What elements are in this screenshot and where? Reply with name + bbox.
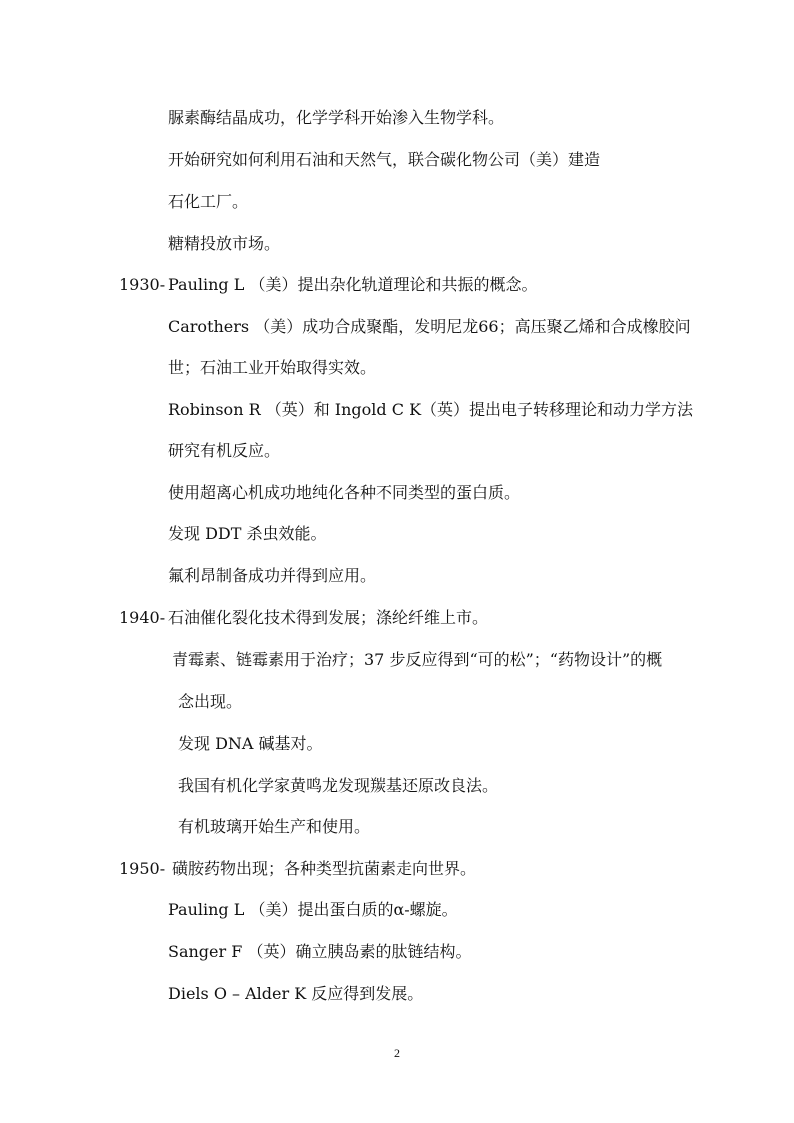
timeline-text-line: 青霉素、链霉素用于治疗；37 步反应得到“可的松”；“药物设计”的概: [172, 650, 663, 669]
timeline-text-line: 使用超离心机成功地纯化各种不同类型的蛋白质。: [168, 483, 521, 502]
timeline-text-line: 我国有机化学家黄鸣龙发现羰基还原改良法。: [178, 776, 499, 795]
timeline-text-line: 发现 DNA 碱基对。: [178, 734, 323, 753]
timeline-text-line: Carothers （美）成功合成聚酯，发明尼龙66；高压聚乙烯和合成橡胶问: [168, 317, 691, 336]
timeline-text-line: 脲素酶结晶成功，化学学科开始渗入生物学科。: [168, 108, 505, 127]
timeline-year: 1940-: [119, 608, 166, 627]
timeline-year: 1930-: [119, 275, 166, 294]
timeline-text-line: 氟利昂制备成功并得到应用。: [168, 566, 377, 585]
timeline-text-line: 糖精投放市场。: [168, 234, 281, 253]
page-number: 2: [394, 1046, 400, 1060]
timeline-text-line: Pauling L （美）提出蛋白质的α-螺旋。: [168, 900, 458, 919]
timeline-year: 1950-: [119, 859, 166, 878]
timeline-text-line: Pauling L （美）提出杂化轨道理论和共振的概念。: [168, 275, 538, 294]
timeline-text-line: 石化工厂。: [168, 192, 249, 211]
timeline-text-line: 念出现。: [178, 692, 243, 711]
timeline-text-line: 磺胺药物出现；各种类型抗菌素走向世界。: [172, 859, 477, 878]
timeline-text-line: Diels O – Alder K 反应得到发展。: [168, 984, 424, 1003]
timeline-text-line: Robinson R （英）和 Ingold C K（英）提出电子转移理论和动力学方法: [168, 400, 694, 419]
timeline-text-line: 世；石油工业开始取得实效。: [168, 358, 377, 377]
timeline-text-line: 有机玻璃开始生产和使用。: [178, 817, 371, 836]
timeline-text-line: 开始研究如何利用石油和天然气，联合碳化物公司（美）建造: [168, 150, 601, 169]
timeline-text-line: 石油催化裂化技术得到发展；涤纶纤维上市。: [168, 608, 489, 627]
timeline-text-line: 发现 DDT 杀虫效能。: [168, 524, 327, 543]
timeline-text-line: 研究有机反应。: [168, 441, 281, 460]
timeline-text-line: Sanger F （英）确立胰岛素的肽链结构。: [168, 942, 472, 961]
